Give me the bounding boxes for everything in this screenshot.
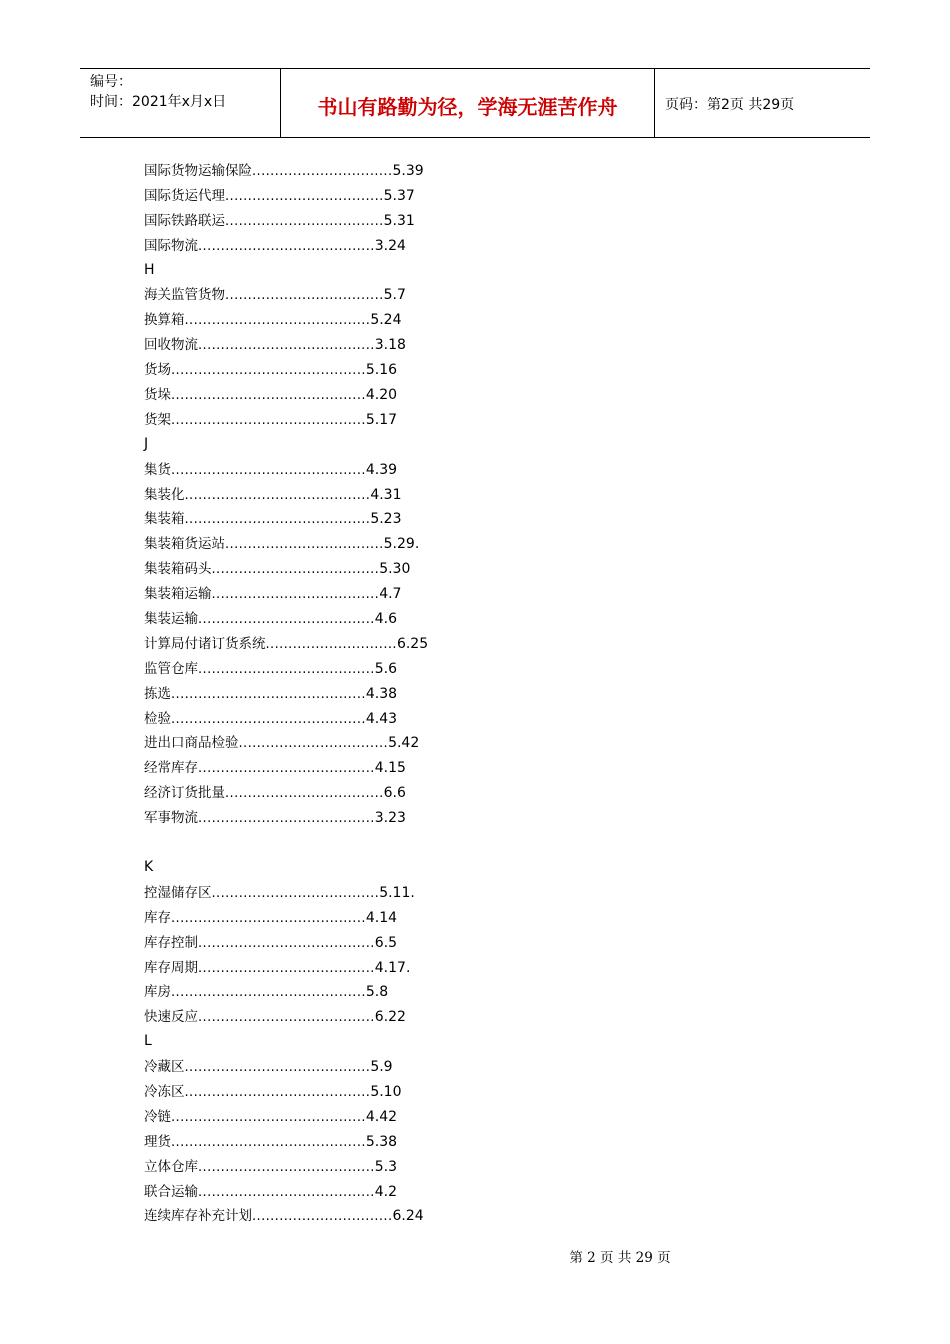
index-leader-dots: ........................................... <box>171 363 366 379</box>
index-leader-dots: ................................... <box>225 786 384 802</box>
index-leader-dots: ........................................... <box>171 412 366 428</box>
index-term: 计算局付诸订货系统 <box>144 635 266 652</box>
index-leader-dots: ........................................... <box>171 686 366 702</box>
index-term: 集装化 <box>144 486 185 503</box>
document-header <box>80 68 870 138</box>
index-leader-dots: ............................. <box>265 636 397 652</box>
index-entry <box>144 1054 644 1079</box>
index-letter-heading: L <box>144 1033 152 1050</box>
index-leader-dots: ......................................... <box>184 1060 371 1076</box>
index-leader-dots: ........................................... <box>171 711 366 727</box>
index-entry <box>144 1004 644 1029</box>
index-leader-dots: ....................................... <box>198 935 375 951</box>
index-entry <box>144 531 644 556</box>
index-entry <box>144 930 644 955</box>
time-label: 时间：2021年x月x日 <box>90 94 227 110</box>
index-term: 库存 <box>144 909 171 926</box>
index-section-number: 5.24 <box>370 312 402 329</box>
index-term: 冷藏区 <box>144 1059 185 1076</box>
index-term: 冷链 <box>144 1108 171 1125</box>
index-section-number: 4.17. <box>374 959 411 976</box>
index-entry <box>144 482 644 507</box>
index-entry <box>144 208 644 233</box>
index-term: 货架 <box>144 411 171 428</box>
index-term: 经常库存 <box>144 760 198 777</box>
index-leader-dots: ....................................... <box>198 811 375 827</box>
index-term: 海关监管货物 <box>144 287 225 304</box>
index-entry <box>144 1154 644 1179</box>
index-section-number: 5.30 <box>379 561 411 578</box>
index-leader-dots: ....................................... <box>198 1184 375 1200</box>
index-section-number: 6.24 <box>392 1208 424 1225</box>
index-entry <box>144 979 644 1004</box>
index-entry <box>144 1129 644 1154</box>
index-section-number: 5.42 <box>388 735 420 752</box>
index-section-number: 6.6 <box>383 785 406 802</box>
index-section-number: 5.11. <box>379 884 415 901</box>
index-entry <box>144 1203 644 1228</box>
index-term: 监管仓库 <box>144 660 198 677</box>
index-leader-dots: ................................... <box>225 188 384 204</box>
index-section-number: 4.20 <box>365 387 398 404</box>
index-entry <box>144 382 644 407</box>
index-leader-dots: ......................................... <box>184 487 371 503</box>
index-entry <box>144 606 644 631</box>
index-section-number: 4.43 <box>365 710 398 727</box>
index-term: 理货 <box>144 1133 171 1150</box>
header-info-cell <box>80 69 281 137</box>
index-section-number: 5.9 <box>370 1059 393 1076</box>
index-term: 集装箱码头 <box>144 561 212 578</box>
index-term: 国际货物运输保险 <box>144 163 252 179</box>
index-leader-dots: ....................................... <box>198 1010 375 1026</box>
index-leader-dots: ............................... <box>252 1209 393 1225</box>
index-entry <box>144 357 644 382</box>
index-letter-heading: J <box>144 435 149 452</box>
index-section-number: 4.6 <box>374 611 398 628</box>
index-leader-dots: ....................................... <box>198 1159 375 1175</box>
index-section-number: 4.31 <box>370 486 402 503</box>
index-list <box>144 158 644 1228</box>
index-letter-heading: K <box>144 858 154 875</box>
index-entry <box>144 282 644 307</box>
index-entry <box>144 880 644 905</box>
index-section-number: 5.3 <box>374 1158 398 1175</box>
index-leader-dots: ..................................... <box>211 885 380 901</box>
index-section-number: 5.17 <box>365 411 398 428</box>
index-term: 回收物流 <box>144 337 198 354</box>
blank-line <box>144 830 644 855</box>
index-section-number: 3.24 <box>374 237 406 254</box>
index-entry <box>144 631 644 656</box>
index-term: 快速反应 <box>144 1009 198 1026</box>
index-letter-heading: H <box>144 261 155 278</box>
page-code: 页码：第2页 共29页 <box>665 97 795 113</box>
index-section-number: 5.10 <box>370 1083 402 1100</box>
index-section-number: 5.23 <box>370 511 402 528</box>
index-leader-dots: ....................................... <box>198 338 375 354</box>
index-entry <box>144 730 644 755</box>
index-entry <box>144 307 644 332</box>
index-leader-dots: ....................................... <box>198 661 375 677</box>
index-entry <box>144 755 644 780</box>
index-section-number: 4.7 <box>379 586 402 603</box>
index-leader-dots: ....................................... <box>198 238 375 254</box>
index-leader-dots: ....................................... <box>198 960 375 976</box>
index-leader-dots: ........................................... <box>171 910 366 926</box>
index-section-number: 5.29. <box>383 536 420 553</box>
index-term: 集装箱 <box>144 511 185 528</box>
index-term: 进出口商品检验 <box>144 735 239 752</box>
index-term: 库存周期 <box>144 959 198 976</box>
index-section-number: 5.16 <box>365 362 398 379</box>
index-section-number: 6.5 <box>374 934 398 951</box>
index-entry <box>144 656 644 681</box>
index-term: 检验 <box>144 710 171 727</box>
index-section-number: 5.37 <box>383 187 415 204</box>
index-entry <box>144 457 644 482</box>
index-section-number: 6.22 <box>374 1009 406 1026</box>
index-leader-dots: ........................................... <box>171 1109 366 1125</box>
index-leader-dots: ................................... <box>225 213 384 229</box>
page-footer: 第 2 页 共 29 页 <box>569 1250 671 1266</box>
index-term: 国际货运代理 <box>144 187 225 204</box>
index-term: 经济订货批量 <box>144 785 225 802</box>
index-entry <box>144 158 644 183</box>
index-term: 集装箱运输 <box>144 586 212 603</box>
index-leader-dots: ........................................... <box>171 462 366 478</box>
index-section-number: 4.42 <box>365 1108 398 1125</box>
index-leader-dots: ................................... <box>225 537 384 553</box>
index-term: 控湿储存区 <box>144 884 212 901</box>
index-section-number: 3.18 <box>374 337 406 354</box>
index-term: 集货 <box>144 461 171 478</box>
index-term: 国际铁路联运 <box>144 212 225 229</box>
index-entry <box>144 955 644 980</box>
index-entry <box>144 1104 644 1129</box>
index-leader-dots: ......................................... <box>184 512 371 528</box>
index-entry <box>144 581 644 606</box>
index-section-number: 4.2 <box>374 1183 398 1200</box>
index-term: 国际物流 <box>144 237 198 254</box>
index-leader-dots: ............................... <box>252 164 393 179</box>
index-term: 集装箱货运站 <box>144 536 225 553</box>
index-entry <box>144 233 644 258</box>
index-leader-dots: ........................................... <box>171 388 366 404</box>
index-term: 立体仓库 <box>144 1158 198 1175</box>
index-leader-dots: ................................. <box>238 736 389 752</box>
index-leader-dots: ........................................... <box>171 1134 366 1150</box>
index-section-number: 5.6 <box>374 660 398 677</box>
index-section-number: 4.15 <box>374 760 406 777</box>
index-term: 货垛 <box>144 387 171 404</box>
index-entry <box>144 556 644 581</box>
index-term: 货场 <box>144 362 171 379</box>
index-section-number: 5.31 <box>383 212 415 229</box>
index-section-number: 6.25 <box>396 635 429 652</box>
index-entry <box>144 332 644 357</box>
index-entry <box>144 183 644 208</box>
index-section-number: 4.14 <box>365 909 398 926</box>
index-term: 连续库存补充计划 <box>144 1208 252 1225</box>
index-leader-dots: ......................................... <box>184 1084 371 1100</box>
index-leader-dots: ....................................... <box>198 761 375 777</box>
index-section-number: 5.7 <box>383 287 406 304</box>
index-term: 换算箱 <box>144 312 185 329</box>
index-term: 拣选 <box>144 685 171 702</box>
index-leader-dots: ..................................... <box>211 562 380 578</box>
motto-text: 书山有路勤为径，学海无涯苦作舟 <box>317 95 618 119</box>
index-section-number: 3.23 <box>374 810 406 827</box>
number-label: 编号： <box>90 74 132 90</box>
index-section-number: 5.39 <box>392 163 424 179</box>
index-entry <box>144 506 644 531</box>
index-entry <box>144 905 644 930</box>
index-leader-dots: ..................................... <box>211 587 380 603</box>
index-entry <box>144 805 644 830</box>
index-entry <box>144 1079 644 1104</box>
index-term: 冷冻区 <box>144 1083 185 1100</box>
index-term: 联合运输 <box>144 1183 198 1200</box>
index-leader-dots: ................................... <box>225 288 384 304</box>
index-entry <box>144 681 644 706</box>
index-section-number: 4.39 <box>365 461 398 478</box>
index-leader-dots: ......................................... <box>184 313 371 329</box>
header-page-cell <box>655 69 870 137</box>
index-entry <box>144 706 644 731</box>
index-term: 库房 <box>144 984 171 1001</box>
index-entry <box>144 407 644 432</box>
index-term: 集装运输 <box>144 611 198 628</box>
index-section-number: 5.38 <box>365 1133 398 1150</box>
index-leader-dots: ....................................... <box>198 612 375 628</box>
index-leader-dots: ........................................... <box>171 985 366 1001</box>
index-section-number: 5.8 <box>365 984 389 1001</box>
index-entry <box>144 780 644 805</box>
header-motto-cell <box>281 69 655 137</box>
index-entry <box>144 1179 644 1204</box>
index-term: 军事物流 <box>144 810 198 827</box>
index-term: 库存控制 <box>144 934 198 951</box>
index-section-number: 4.38 <box>365 685 398 702</box>
